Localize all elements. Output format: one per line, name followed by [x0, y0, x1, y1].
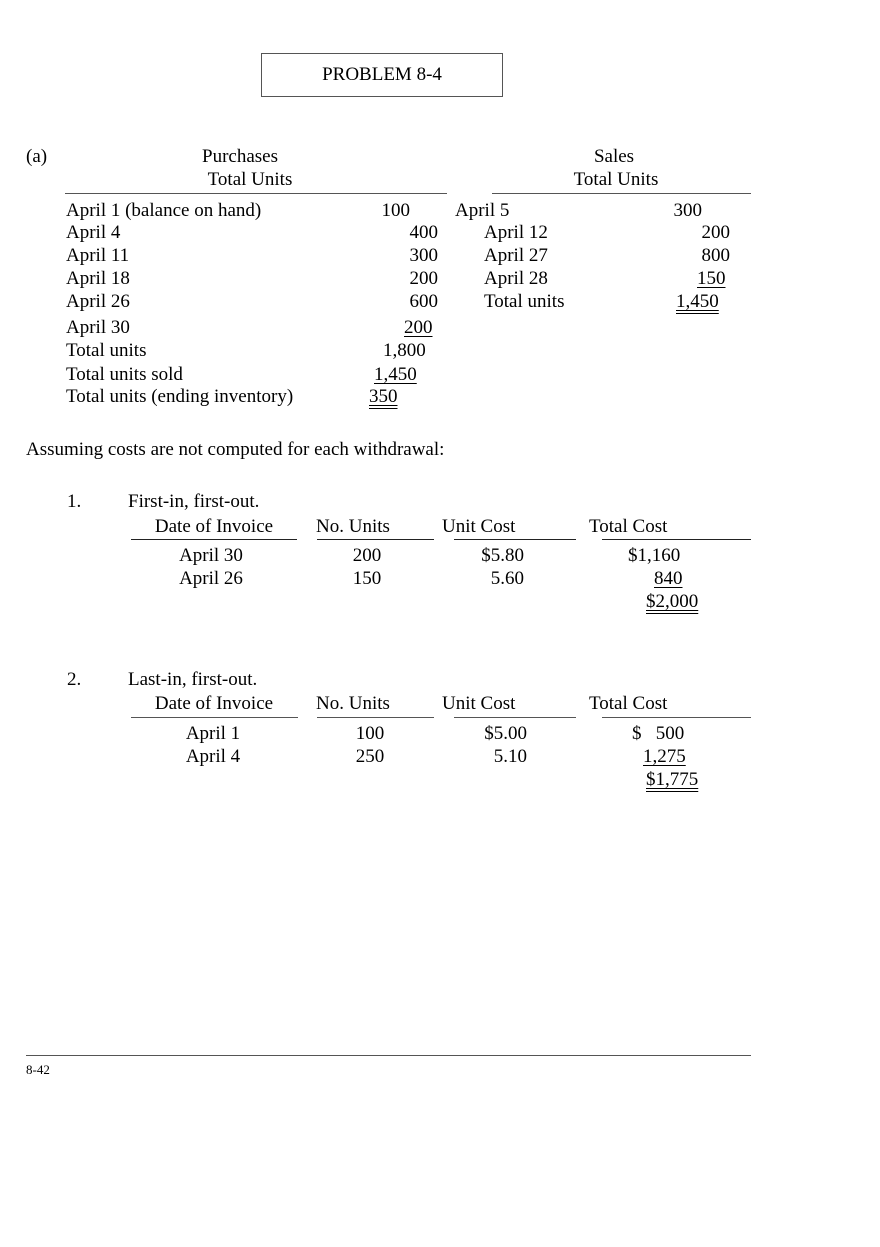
lifo-row-unit-cost: 5.10: [493, 746, 527, 767]
lifo-grand-total: $1,775: [646, 769, 699, 790]
fifo-row-date: April 30: [179, 545, 243, 566]
purchase-row-date: April 4: [66, 222, 121, 243]
lifo-rule-unit-cost: [454, 717, 576, 718]
fifo-number: 1.: [67, 491, 82, 512]
fifo-row-unit-cost: $5.80: [481, 545, 524, 566]
lifo-rule-total-cost: [602, 717, 751, 718]
purchase-row-date: April 26: [66, 291, 130, 312]
lifo-grand-total-wrap: [646, 769, 708, 791]
fifo-row-units: 150: [352, 568, 382, 589]
units-sold-value-wrap: [374, 364, 447, 386]
lifo-number: 2.: [67, 669, 82, 690]
fifo-rule-unit-cost: [454, 539, 576, 540]
lifo-rule-date: [131, 717, 298, 718]
fifo-header-total-cost: Total Cost: [589, 516, 668, 537]
lifo-row-units: 100: [355, 723, 385, 744]
sales-row-date: April 27: [484, 245, 548, 266]
fifo-header-units: No. Units: [316, 516, 390, 537]
fifo-rule-total-cost: [602, 539, 751, 540]
fifo-row-date: April 26: [179, 568, 243, 589]
purchase-last-units: 200: [404, 317, 433, 338]
sales-subheader: Total Units: [573, 169, 659, 190]
sales-row-units: 800: [701, 245, 730, 266]
units-sold-label: Total units sold: [66, 364, 183, 385]
fifo-row-total-wrap: [646, 568, 708, 590]
lifo-row-total: 1,275: [643, 746, 686, 767]
page-number: 8-42: [26, 1062, 50, 1077]
fifo-header-date: Date of Invoice: [154, 516, 274, 537]
units-sold-value: 1,450: [374, 364, 417, 385]
lifo-header-units: No. Units: [316, 693, 390, 714]
ending-inventory-value-wrap: [369, 386, 447, 408]
lifo-header-total-cost: Total Cost: [589, 693, 668, 714]
lifo-row-units: 250: [355, 746, 385, 767]
fifo-rule-date: [131, 539, 297, 540]
lifo-label: Last-in, first-out.: [128, 669, 258, 690]
purchase-row-units: 300: [409, 245, 438, 266]
fifo-row-total: 840: [654, 568, 683, 589]
lifo-row-total-wrap: [643, 746, 708, 768]
purchase-row-units: 600: [409, 291, 438, 312]
sales-row-units: 300: [673, 200, 702, 221]
lifo-header-unit-cost: Unit Cost: [442, 693, 516, 714]
purchases-header-rule: [65, 193, 447, 194]
purchase-row-units: 100: [381, 200, 410, 221]
fifo-row-total: $1,160: [628, 545, 681, 566]
purchases-subheader: Total Units: [207, 169, 293, 190]
purchases-header: Purchases: [202, 146, 278, 167]
purchase-row-date: April 1 (balance on hand): [66, 200, 262, 221]
sales-row-units: 200: [701, 222, 730, 243]
page-title: PROBLEM 8-4: [261, 53, 503, 97]
purchase-row-date: April 11: [66, 245, 130, 266]
lifo-row-date: April 4: [185, 746, 241, 767]
sales-total-value: 1,450: [676, 291, 719, 312]
purchase-row-date: April 18: [66, 268, 130, 289]
fifo-row-units: 200: [352, 545, 382, 566]
sales-row-units: 150: [697, 268, 726, 289]
part-a-label: (a): [26, 146, 48, 167]
fifo-grand-total: $2,000: [646, 591, 699, 612]
purchase-row-units: 400: [409, 222, 438, 243]
fifo-row-unit-cost: 5.60: [490, 568, 524, 589]
sales-row-date: April 28: [484, 268, 548, 289]
lifo-header-date: Date of Invoice: [154, 693, 274, 714]
fifo-label: First-in, first-out.: [128, 491, 260, 512]
ending-inventory-value: 350: [369, 386, 398, 407]
purchases-total-value: 1,800: [383, 340, 426, 361]
lifo-row-unit-cost: $5.00: [484, 723, 527, 744]
fifo-rule-units: [317, 539, 434, 540]
sales-total-value-wrap: [676, 291, 749, 313]
ending-inventory-label: Total units (ending inventory): [66, 386, 294, 407]
fifo-grand-total-wrap: [646, 591, 708, 613]
purchase-row-units: [397, 317, 447, 339]
footer-rule: [26, 1055, 751, 1056]
sales-row-units-wrap: [697, 268, 749, 290]
purchase-row-units: 200: [409, 268, 438, 289]
sales-total-label: Total units: [484, 291, 565, 312]
sales-row-date: April 12: [484, 222, 548, 243]
sales-header-rule: [492, 193, 751, 194]
lifo-row-total: $ 500: [632, 723, 685, 744]
assumption-text: Assuming costs are not computed for each withdrawal:: [26, 439, 445, 460]
sales-header: Sales: [593, 146, 635, 167]
purchases-total-label: Total units: [66, 340, 147, 361]
fifo-header-unit-cost: Unit Cost: [442, 516, 516, 537]
sales-row-date: April 5: [455, 200, 510, 221]
lifo-rule-units: [317, 717, 434, 718]
purchase-row-date: April 30: [66, 317, 130, 338]
lifo-row-date: April 1: [185, 723, 241, 744]
